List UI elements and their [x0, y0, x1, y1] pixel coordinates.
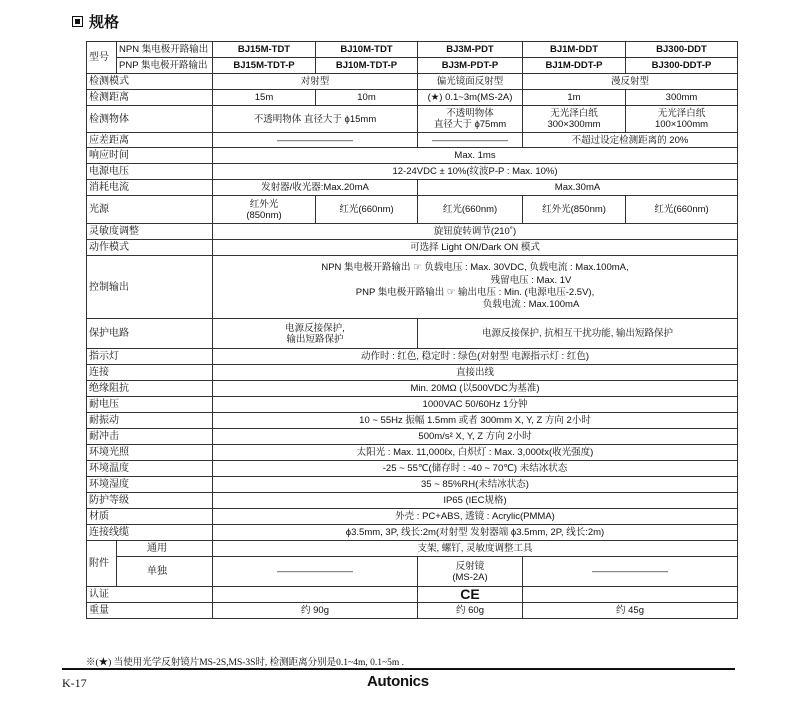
section-title: 规格: [89, 13, 120, 31]
control-line-3: PNP 集电极开路输出 ☞ 输出电压 : Min. (电源电压-2.5V),: [355, 287, 595, 298]
label-hysteresis: 应差距离: [87, 133, 213, 148]
row-operation-mode: [87, 240, 738, 256]
row-insulation: [87, 381, 738, 397]
label-accessory-single: 单独: [117, 557, 213, 587]
row-hysteresis: [87, 133, 738, 148]
object-2-line2: 直径大于 ϕ75mm: [433, 119, 507, 130]
label-power-supply: 电源电压: [87, 164, 213, 180]
hysteresis-2: ————————: [418, 133, 523, 148]
protection-1-line2: 输出短路保护: [286, 333, 344, 345]
protection-1-line1: 电源反接保护,: [285, 322, 345, 334]
accessory-single-2-line1: 反射镜: [455, 560, 485, 572]
control-line-2: 残留电压 : Max. 1V: [490, 274, 572, 286]
shock-value: 500m/s² X, Y, Z 方向 2小时: [213, 429, 738, 445]
row-shock: [87, 429, 738, 445]
label-ambient-humidity: 环境湿度: [87, 477, 213, 493]
insulation-value: Min. 20MΩ (以500VDC为基准): [213, 381, 738, 397]
ce-mark: CE: [418, 587, 523, 603]
label-accessory: 附件: [87, 541, 117, 587]
label-accessory-common: 通用: [117, 541, 213, 557]
control-output-value: [213, 256, 738, 319]
connection-value: 直接出线: [213, 365, 738, 381]
light-1-line1: 红外光: [249, 198, 279, 210]
protection-class-value: IP65 (IEC规格): [213, 493, 738, 509]
control-line-1: NPN 集电极开路输出 ☞ 负载电压 : Max. 30VDC, 负载电流 : Max.100mA,: [321, 262, 629, 274]
object-4-line2: 100×100mm: [654, 119, 709, 130]
brand-logo: Autonics: [367, 673, 429, 690]
label-response-time: 响应时间: [87, 148, 213, 164]
row-detection-mode: [87, 74, 738, 90]
label-ambient-light: 环境光照: [87, 445, 213, 461]
mode-retroreflective: 偏光镜面反射型: [418, 74, 523, 90]
response-value: Max. 1ms: [213, 148, 738, 164]
row-weight: [87, 603, 738, 619]
model-pnp-1: BJ15M-TDT-P: [213, 58, 316, 74]
distance-2: 10m: [316, 90, 418, 106]
model-type-label: 型号: [87, 42, 117, 74]
light-1: [213, 196, 316, 224]
hysteresis-1: ————————: [213, 133, 418, 148]
row-accessory-common: [87, 541, 738, 557]
label-operation-mode: 动作模式: [87, 240, 213, 256]
light-2: 红光(660nm): [316, 196, 418, 224]
label-ambient-temp: 环境温度: [87, 461, 213, 477]
accessory-single-3: ————————: [523, 557, 738, 587]
label-certification: 认证: [87, 587, 213, 603]
object-4: [626, 106, 738, 133]
label-protection-class: 防护等级: [87, 493, 213, 509]
page-number: K-17: [62, 676, 87, 690]
object-3: [523, 106, 626, 133]
cable-value: ϕ3.5mm, 3P, 线长:2m(对射型 发射器端 ϕ3.5mm, 2P, 线长:2m): [213, 525, 738, 541]
label-material: 材质: [87, 509, 213, 525]
object-2: [418, 106, 523, 133]
protection-1: [213, 319, 418, 349]
row-control-output: [87, 256, 738, 319]
row-dielectric: [87, 397, 738, 413]
consumption-2: Max.30mA: [418, 180, 738, 196]
row-vibration: [87, 413, 738, 429]
model-npn-5: BJ300-DDT: [626, 42, 738, 58]
ambient-temp-value: -25 ~ 55℃(储存时 : -40 ~ 70℃) 未结冰状态: [213, 461, 738, 477]
ambient-humidity-value: 35 ~ 85%RH(未结冰状态): [213, 477, 738, 493]
label-cable: 连接线缆: [87, 525, 213, 541]
label-shock: 耐冲击: [87, 429, 213, 445]
row-protection-class: [87, 493, 738, 509]
indicator-value: 动作时 : 红色, 稳定时 : 绿色(对射型 电源指示灯 : 红色): [213, 349, 738, 365]
row-ambient-light: [87, 445, 738, 461]
hysteresis-3: 不超过设定检测距离的 20%: [523, 133, 738, 148]
material-value: 外壳 : PC+ABS, 透镜 : Acrylic(PMMA): [213, 509, 738, 525]
accessory-single-2-line2: (MS-2A): [452, 571, 488, 583]
object-3-line1: 无光泽白纸: [550, 108, 598, 119]
row-indicator: [87, 349, 738, 365]
label-sensitivity: 灵敏度调整: [87, 224, 213, 240]
dielectric-value: 1000VAC 50/60Hz 1分钟: [213, 397, 738, 413]
row-detection-distance: [87, 90, 738, 106]
object-4-line1: 无光泽白纸: [657, 108, 706, 119]
label-dielectric: 耐电压: [87, 397, 213, 413]
certification-empty-2: [523, 587, 738, 603]
consumption-1: 发射器/收光器:Max.20mA: [213, 180, 418, 196]
footnote: ※(★) 当使用光学反射镜片MS-2S,MS-3S时, 检测距离分别是0.1~4m, 0.1~5m .: [86, 658, 404, 668]
distance-4: 1m: [523, 90, 626, 106]
weight-2: 约 60g: [418, 603, 523, 619]
model-npn-1: BJ15M-TDT: [213, 42, 316, 58]
row-connection: [87, 365, 738, 381]
label-detection-distance: 检测距离: [87, 90, 213, 106]
spec-table: [86, 41, 738, 619]
accessory-single-1: ————————: [213, 557, 418, 587]
row-power-supply: [87, 164, 738, 180]
mode-through-beam: 对射型: [213, 74, 418, 90]
row-detection-object: [87, 106, 738, 133]
object-2-line1: 不透明物体: [446, 108, 494, 119]
power-value: 12-24VDC ± 10%(纹波P-P : Max. 10%): [213, 164, 738, 180]
row-current-consumption: [87, 180, 738, 196]
label-vibration: 耐振动: [87, 413, 213, 429]
label-connection: 连接: [87, 365, 213, 381]
model-pnp-3: BJ3M-PDT-P: [418, 58, 523, 74]
ambient-light-value: 太阳光 : Max. 11,000ℓx, 白炽灯 : Max. 3,000ℓx(收光强度): [213, 445, 738, 461]
model-row-pnp: [87, 58, 738, 74]
accessory-common-value: 支架, 螺钉, 灵敏度调整工具: [213, 541, 738, 557]
distance-3: (★) 0.1~3m(MS-2A): [418, 90, 523, 106]
accessory-single-2: [418, 557, 523, 587]
label-detection-object: 检测物体: [87, 106, 213, 133]
row-ambient-humidity: [87, 477, 738, 493]
vibration-value: 10 ~ 55Hz 振幅 1.5mm 或者 300mm X, Y, Z 方向 2小时: [213, 413, 738, 429]
sensitivity-value: 旋钮旋转调节(210˚): [213, 224, 738, 240]
label-control-output: 控制输出: [87, 256, 213, 319]
light-3: 红光(660nm): [418, 196, 523, 224]
light-5: 红光(660nm): [626, 196, 738, 224]
certification-empty-1: [213, 587, 418, 603]
label-insulation: 绝缘阻抗: [87, 381, 213, 397]
square-bullet-icon: [72, 16, 83, 27]
distance-5: 300mm: [626, 90, 738, 106]
label-protection-circuit: 保护电路: [87, 319, 213, 349]
row-material: [87, 509, 738, 525]
row-cable: [87, 525, 738, 541]
row-ambient-temp: [87, 461, 738, 477]
model-npn-2: BJ10M-TDT: [316, 42, 418, 58]
row-light-source: [87, 196, 738, 224]
light-1-line2: (850nm): [246, 209, 282, 221]
control-line-4: 负载电流 : Max.100mA: [482, 299, 580, 311]
npn-label: NPN 集电极开路输出: [117, 42, 213, 58]
protection-2: 电源反接保护, 抗相互干扰功能, 输出短路保护: [418, 319, 738, 349]
row-response-time: [87, 148, 738, 164]
section-header: [72, 10, 119, 32]
row-accessory-single: [87, 557, 738, 587]
weight-3: 约 45g: [523, 603, 738, 619]
footer-divider: [62, 668, 735, 670]
model-pnp-5: BJ300-DDT-P: [626, 58, 738, 74]
model-npn-3: BJ3M-PDT: [418, 42, 523, 58]
weight-1: 约 90g: [213, 603, 418, 619]
row-protection-circuit: [87, 319, 738, 349]
model-row-npn: [87, 42, 738, 58]
label-detection-mode: 检测模式: [87, 74, 213, 90]
object-1: 不透明物体 直径大于 ϕ15mm: [213, 106, 418, 133]
label-weight: 重量: [87, 603, 213, 619]
operation-value: 可选择 Light ON/Dark ON 模式: [213, 240, 738, 256]
label-indicator: 指示灯: [87, 349, 213, 365]
row-sensitivity: [87, 224, 738, 240]
model-pnp-4: BJ1M-DDT-P: [523, 58, 626, 74]
label-light-source: 光源: [87, 196, 213, 224]
label-current-consumption: 消耗电流: [87, 180, 213, 196]
row-certification: [87, 587, 738, 603]
model-npn-4: BJ1M-DDT: [523, 42, 626, 58]
pnp-label: PNP 集电极开路输出: [117, 58, 213, 74]
distance-1: 15m: [213, 90, 316, 106]
mode-diffuse: 漫反射型: [523, 74, 738, 90]
model-pnp-2: BJ10M-TDT-P: [316, 58, 418, 74]
light-4: 红外光(850nm): [523, 196, 626, 224]
object-3-line2: 300×300mm: [547, 119, 601, 130]
